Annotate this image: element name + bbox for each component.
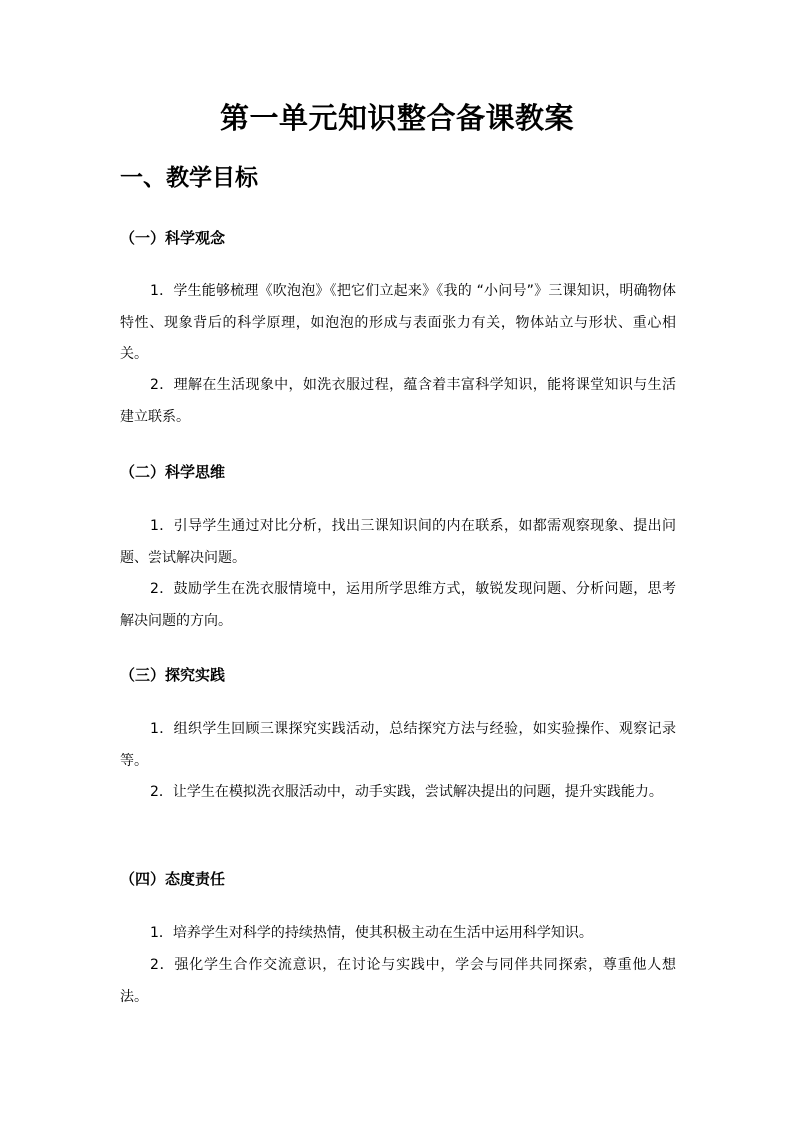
subsection-heading-scientific-thinking: （二）科学思维 [120, 463, 226, 481]
paragraph-attitude-responsibility-1: 1．培养学生对科学的持续热情，使其积极主动在生活中运用科学知识。 [150, 925, 593, 941]
paragraph-scientific-thinking-1: 1．引导学生通过对比分析，找出三课知识间的内在联系，如都需观察现象、提出问题、尝试解决问题。 [120, 518, 676, 566]
paragraph-science-concepts-2: 2．理解在生活现象中，如洗衣服过程，蕴含着丰富科学知识，能将课堂知识与生活建立联系。 [120, 377, 676, 425]
paragraph-science-concepts-1: 1．学生能够梳理《吹泡泡》《把它们立起来》《我的 “小问号”》三课知识，明确物体特性、现象背后的科学原理，如泡泡的形成与表面张力有关，物体站立与形状、重心相关。 [120, 283, 676, 362]
paragraph-scientific-thinking-2: 2．鼓励学生在洗衣服情境中，运用所学思维方式，敏锐发现问题、分析问题，思考解决问题的方向。 [120, 581, 676, 629]
subsection-heading-inquiry-practice: （三）探究实践 [120, 666, 226, 684]
document-title: 第一单元知识整合备课教案 [219, 101, 574, 135]
subsection-heading-attitude-responsibility: （四）态度责任 [120, 870, 226, 888]
paragraph-inquiry-practice-2: 2．让学生在模拟洗衣服活动中，动手实践，尝试解决提出的问题，提升实践能力。 [150, 784, 663, 800]
section-heading-teaching-goals: 一、教学目标 [120, 165, 258, 191]
paragraph-inquiry-practice-1: 1．组织学生回顾三课探究实践活动，总结探究方法与经验，如实验操作、观察记录等。 [120, 721, 676, 769]
subsection-heading-science-concepts: （一）科学观念 [120, 229, 226, 247]
paragraph-attitude-responsibility-2: 2．强化学生合作交流意识，在讨论与实践中，学会与同伴共同探索，尊重他人想法。 [120, 957, 676, 1005]
